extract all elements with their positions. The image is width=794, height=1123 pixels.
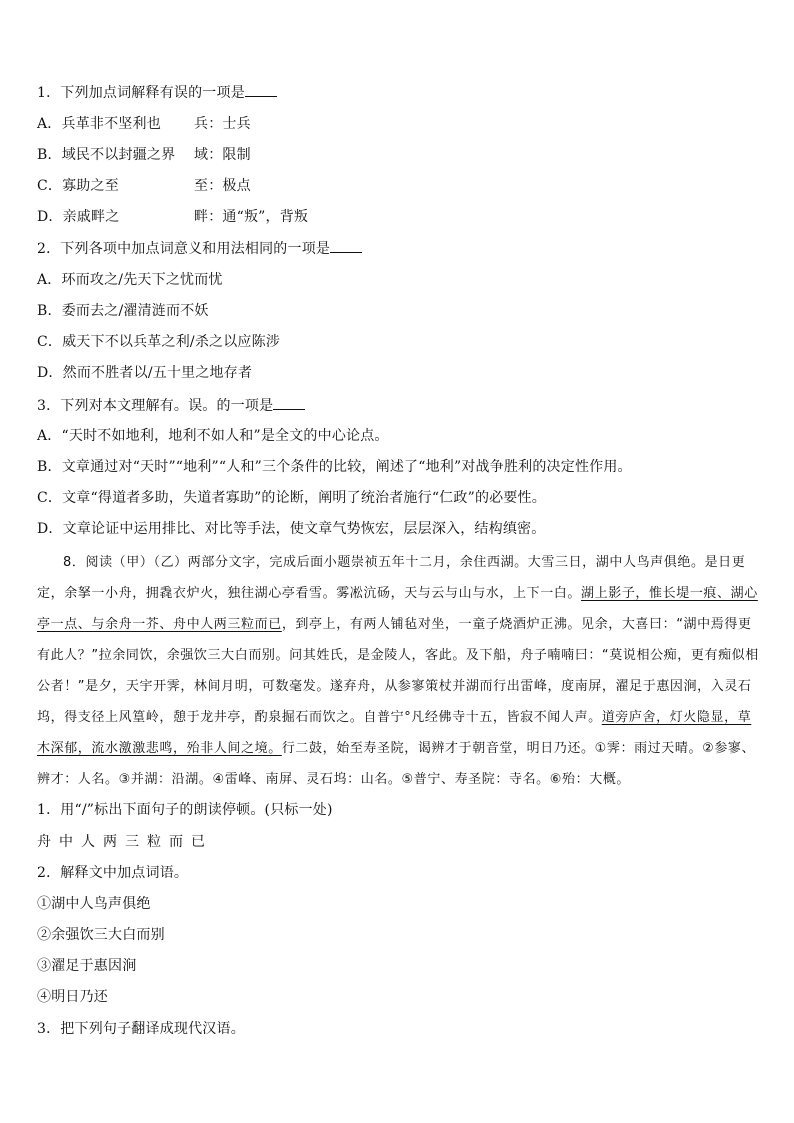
- question-3-stem: 3．下列对本文理解有。误。的一项是: [37, 395, 305, 416]
- question-2-option: C．威天下不以兵革之利/杀之以应陈涉: [37, 334, 281, 350]
- question-2-stem: 2．下列各项中加点词意义和用法相同的一项是: [37, 238, 362, 259]
- term-item: ③濯足于惠因涧: [37, 958, 137, 974]
- answer-blank: [273, 395, 305, 410]
- question-3-option: A．“天时不如地利，地利不如人和”是全文的中心论点。: [37, 428, 389, 444]
- question-3-option: D．文章论证中运用排比、对比等手法，使文章气势恢宏，层层深入，结构缜密。: [37, 521, 546, 537]
- term-item: ④明日乃还: [37, 989, 108, 1005]
- underlined-sentence: 道旁庐舍，灯火隐显，草木深郁，流水激激悲鸣，殆非人间之境。: [37, 710, 752, 756]
- pause-sentence: 舟中人两三粒而已: [37, 834, 213, 850]
- passage-intro: 8．阅读（甲）（乙）两部分文字，完成后面小题: [63, 555, 351, 570]
- question-3-option: B．文章通过对“天时”“地利”“人和”三个条件的比较，阐述了“地利”对战争胜利的决定性作用。: [37, 459, 632, 475]
- passage-footnotes: 行二鼓，始至寿圣院，谒辨才于朝音堂，明日乃还。①霁：雨过天晴。②参寥、辨才：人名。③并湖：沿湖。④雷峰、南屏、灵石坞：山名。⑤普宁、寿圣院：寺名。⑥殆：大概。: [37, 741, 756, 787]
- question-1-option: A．兵革非不坚利也 兵：士兵: [37, 116, 251, 132]
- question-2-option: D．然而不胜者以/五十里之地存者: [37, 365, 253, 381]
- term-item: ①湖中人鸟声俱绝: [37, 896, 151, 912]
- sub-question-2: 2．解释文中加点词语。: [37, 865, 189, 881]
- sub-question-1: 1．用“/”标出下面句子的朗读停顿。(只标一处): [37, 802, 333, 818]
- passage-text: 崇祯五年十二月，余住西湖。大雪三日，湖中人鸟声俱绝。是日更定，余拏一小舟，拥毳衣炉火，独往湖心亭看雪。雾凇沆砀，天与云与山与水，上下一白。: [37, 555, 746, 601]
- sub-question-3: 3．把下列句子翻译成现代汉语。: [37, 1021, 245, 1037]
- underlined-sentence: 湖上影子，惟长堤一痕、湖心亭一点、与余舟一芥、舟中人两三粒而已: [37, 586, 758, 632]
- question-1-option: B．域民不以封疆之界 域：限制: [37, 147, 251, 163]
- question-2-option: B．委而去之/濯清涟而不妖: [37, 303, 209, 319]
- question-1-stem: 1．下列加点词解释有误的一项是: [37, 82, 277, 103]
- passage-text: ，到亭上，有两人铺毡对坐，一童子烧酒炉正沸。见余，大喜曰：“湖中焉得更有此人？”拉余同饮，余强饮三大白而别。问其姓氏，是金陵人，客此。及下船，舟子喃喃曰：“莫说相公痴，更有痴似相公者！”是夕，天宇开霁，林间月明，可数毫发。遂弃舟，从参寥策杖并湖而行出雷峰，度南屏，濯足于惠因涧，入灵石坞，得支径上风篁岭，憩于龙井亭，酌泉掘石而饮之。自普宁°凡经佛寺十五，皆寂不闻人声。: [37, 617, 759, 725]
- question-1-option: C．寡助之至 至：极点: [37, 178, 251, 194]
- question-2-option: A．环而攻之/先天下之忧而忧: [37, 272, 223, 288]
- question-1-option: D．亲戚畔之 畔：通“叛”，背叛: [37, 209, 309, 225]
- answer-blank: [330, 238, 362, 253]
- question-3-option: C．文章“得道者多助，失道者寡助”的论断，阐明了统治者施行“仁政”的必要性。: [37, 490, 546, 506]
- reading-passage: [37, 547, 759, 795]
- term-item: ②余强饮三大白而别: [37, 927, 165, 943]
- answer-blank: [245, 82, 277, 97]
